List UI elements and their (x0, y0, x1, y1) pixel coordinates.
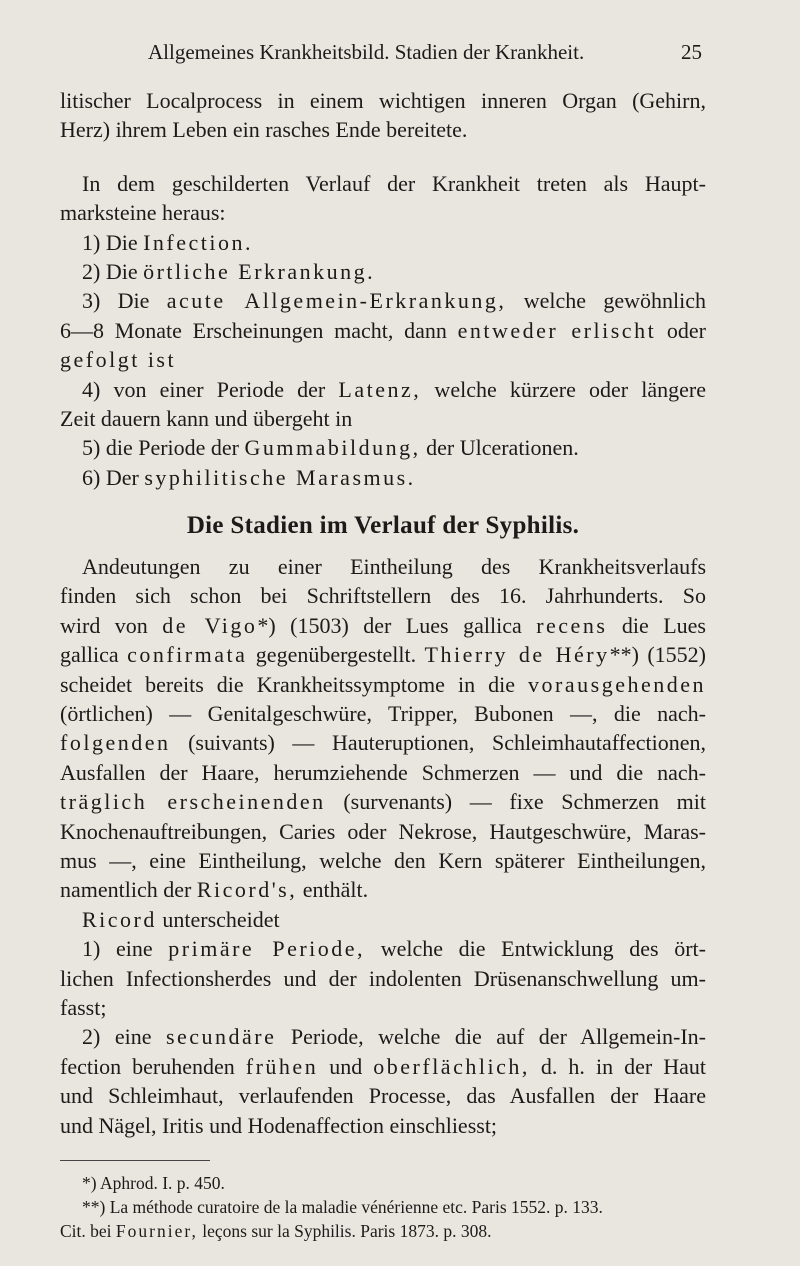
text-line: marksteine heraus: (60, 200, 226, 226)
footnote-rule (60, 1160, 210, 1161)
text-line: Andeutungen zu einer Eintheilung des Krankheitsverlaufs (82, 554, 706, 580)
text-line: gallica confirmata gegenübergestellt. Thierry de Héry**) (1552) (60, 642, 707, 668)
footnote: **) La méthode curatoire de la maladie vénérienne etc. Paris 1552. p. 133. (82, 1196, 603, 1217)
text-line: folgenden (suivants) — Hauteruptionen, Schleimhautaffectionen, (60, 730, 706, 756)
list-item: 3) Die acute Allgemein-Erkrankung, welche gewöhnlich (82, 288, 706, 314)
footnote: *) Aphrod. I. p. 450. (82, 1172, 225, 1193)
text-line: scheidet bereits die Krankheitssymptome in die vorausgehenden (60, 671, 706, 697)
text-line: fasst; (60, 994, 107, 1020)
text-line: namentlich der Ricord's, enthält. (60, 877, 369, 903)
list-item: 6) Der syphilitische Marasmus. (82, 464, 416, 490)
page-number: 25 (681, 40, 702, 64)
body-text (60, 86, 706, 1243)
text-line: und Nägel, Iritis und Hodenaffection einschliesst; (60, 1112, 498, 1138)
list-item: 1) Die Infection. (82, 229, 253, 255)
list-item: 1) eine primäre Periode, welche die Entwicklung des ört- (82, 936, 706, 962)
list-item: 5) die Periode der Gummabildung, der Ulcerationen. (82, 435, 579, 461)
text-line: Ricord unterscheidet (82, 906, 280, 932)
text-line: lichen Infectionsherdes und der indolenten Drüsenanschwellung um- (60, 965, 706, 991)
text-line: Ausfallen der Haare, herumziehende Schmerzen — und die nach- (60, 759, 706, 785)
text-line: wird von de Vigo*) (1503) der Lues gallica recens die Lues (60, 612, 706, 638)
list-item: 2) eine secundäre Periode, welche die auf der Allgemein-In- (82, 1024, 707, 1050)
text-line: Zeit dauern kann und übergeht in (60, 405, 353, 431)
footnote: Cit. bei Fournier, leçons sur la Syphilis. Paris 1873. p. 308. (60, 1220, 492, 1241)
list-item: 2) Die örtliche Erkrankung. (82, 258, 376, 284)
section-heading: Die Stadien im Verlauf der Syphilis. (186, 512, 580, 540)
text-line: Herz) ihrem Leben ein rasches Ende bereitete. (60, 117, 468, 143)
text-line: und Schleimhaut, verlaufenden Processe, das Ausfallen der Haare (60, 1083, 706, 1109)
text-line: (örtlichen) — Genitalgeschwüre, Tripper, Bubonen —, die nach- (60, 701, 706, 727)
text-line: In dem geschilderten Verlauf der Krankheit treten als Haupt- (82, 170, 706, 196)
text-line: träglich erscheinenden (survenants) — fixe Schmerzen mit (60, 789, 707, 815)
page-header (60, 38, 702, 72)
text-line: litischer Localprocess in einem wichtigen inneren Organ (Gehirn, (60, 88, 706, 113)
text-line: 6—8 Monate Erscheinungen macht, dann entweder erlischt oder (60, 317, 707, 343)
list-item: 4) von einer Periode der Latenz, welche kürzere oder längere (82, 376, 706, 402)
running-head: Allgemeines Krankheitsbild. Stadien der Krankheit. (148, 40, 585, 64)
text-line: finden sich schon bei Schriftstellern des 16. Jahrhunderts. So (60, 583, 706, 609)
text-line: gefolgt ist (60, 347, 177, 373)
text-line: Knochenauftreibungen, Caries oder Nekrose, Hautgeschwüre, Maras- (60, 818, 706, 844)
text-line: mus —, eine Eintheilung, welche den Kern späterer Eintheilungen, (60, 847, 706, 873)
text-line: fection beruhenden frühen und oberflächlich, d. h. in der Haut (60, 1053, 707, 1079)
